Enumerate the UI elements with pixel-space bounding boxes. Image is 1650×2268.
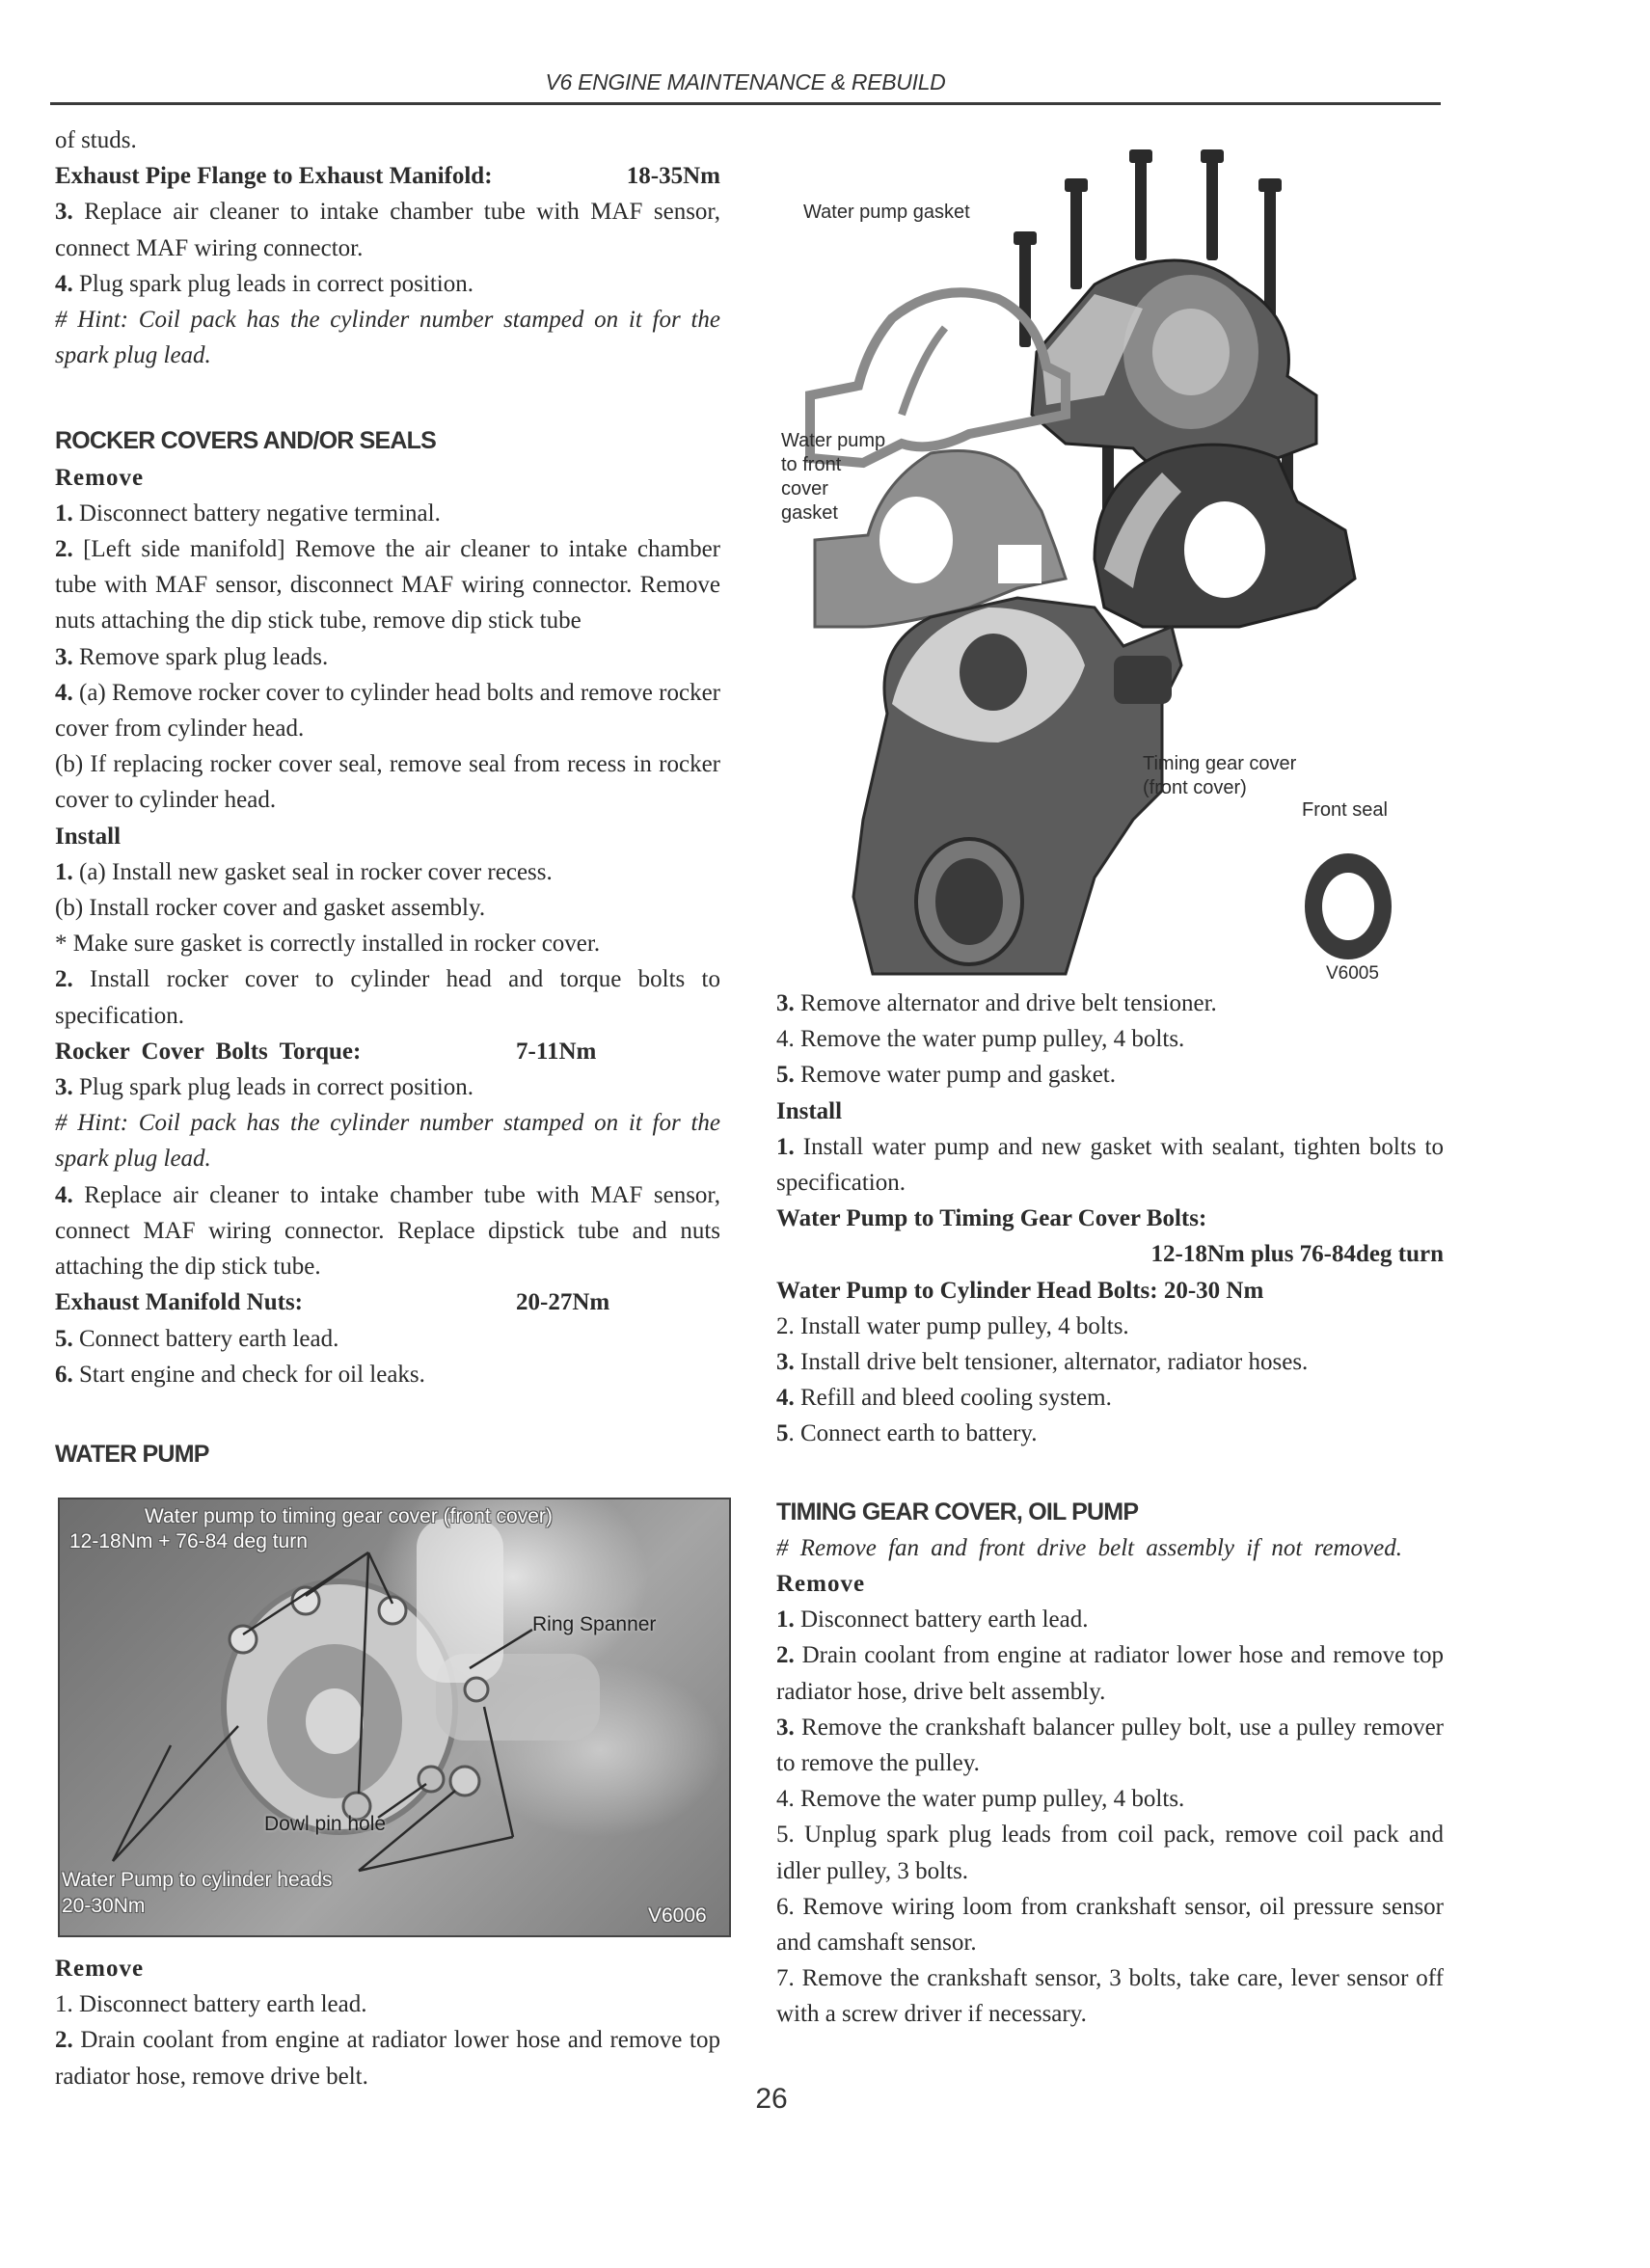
step: 2. [Left side manifold] Remove the air cleaner to intake chamber tube with MAF sensor, disconnect MAF wiring connector. Remove nuts attaching the dip stick tube, remove dip stick tube [55,536,720,634]
spec-timing-cover-value: 12-18Nm plus 76-84deg turn [1150,1241,1444,1268]
subheading-install: Install [776,1097,843,1124]
step: 4. Plug spark plug leads in correct position. [55,270,473,297]
spec-timing-cover-label: Water Pump to Timing Gear Cover Bolts: [776,1205,1207,1232]
step: 4. Remove the water pump pulley, 4 bolts. [776,1786,1185,1813]
step: 7. Remove the crankshaft sensor, 3 bolts, take care, lever sensor off with a screw driver if necessary. [776,1965,1444,2028]
step: 3. Remove the crankshaft balancer pulley bolt, use a pulley remover to remove the pulley. [776,1714,1444,1777]
hint-text: # Hint: Coil pack has the cylinder number stamped on it for the spark plug lead. [55,307,720,369]
running-header: V6 ENGINE MAINTENANCE & REBUILD [545,69,946,94]
step: 1. Disconnect battery earth lead. [55,1991,367,2018]
section-title-rocker: ROCKER COVERS AND/OR SEALS [55,427,436,455]
step: (b) If replacing rocker cover seal, remove seal from recess in rocker cover to cylinder head. [55,751,720,814]
step: 5. Connect earth to battery. [776,1420,1038,1447]
section-title-timing-cover: TIMING GEAR COVER, OIL PUMP [776,1498,1139,1526]
spec-rocker-torque: Rocker Cover Bolts Torque: 7-11Nm [55,1038,597,1065]
subheading-install: Install [55,823,122,850]
subheading-remove: Remove [55,1956,145,1982]
diagram-illustration [776,125,1451,984]
step: 4. Remove the water pump pulley, 4 bolts. [776,1026,1185,1053]
header-rule [50,102,1441,105]
section-title-water-pump: WATER PUMP [55,1440,209,1468]
spec-exhaust-nuts: Exhaust Manifold Nuts: 20-27Nm [55,1289,610,1316]
note: * Make sure gasket is correctly installed in rocker cover. [55,931,601,958]
step: 2. Drain coolant from engine at radiator lower hose and remove top radiator hose, drive belt assembly. [776,1642,1444,1705]
photo-label-heads-torque: 20-30Nm [62,1895,146,1917]
step: 3. Replace air cleaner to intake chamber tube with MAF sensor, connect MAF wiring connector. [55,199,720,261]
step: 1. Install water pump and new gasket with sealant, tighten bolts to specification. [776,1133,1444,1197]
step: 6. Remove wiring loom from crankshaft sensor, oil pressure sensor and camshaft sensor. [776,1893,1444,1957]
water-pump-remove [55,1951,720,2094]
continuation-text: of studs. [55,127,137,153]
step: 4. (a) Remove rocker cover to cylinder head bolts and remove rocker cover from cylinder head. [55,679,720,742]
step: 1. Disconnect battery earth lead. [776,1606,1089,1634]
step: 3. Remove alternator and drive belt tensioner. [776,990,1217,1016]
spacer [55,373,720,423]
photo-label-dowel-pin: Dowl pin hole [264,1813,387,1835]
page-number: 26 [755,2083,788,2115]
label-timing-gear-cover: Timing gear cover (front cover) [1143,753,1297,798]
photo-label-timing-torque: 12-18Nm + 76-84 deg turn [69,1530,308,1552]
hint-text: # Hint: Coil pack has the cylinder number stamped on it for the spark plug lead. [55,1110,720,1173]
step: 2. Drain coolant from engine at radiator lower hose and remove top radiator hose, remove drive belt. [55,2027,720,2090]
figure-id: V6005 [1326,963,1379,984]
step: 1. Disconnect battery negative terminal. [55,500,441,526]
figure-id: V6006 [648,1904,707,1927]
step: 3. Install drive belt tensioner, alternator, radiator hoses. [776,1349,1309,1376]
step: 2. Install water pump pulley, 4 bolts. [776,1312,1129,1339]
right-column [776,986,1444,2033]
label-water-pump-gasket: Water pump gasket [803,202,970,223]
label-front-seal: Front seal [1302,799,1388,821]
spacer [776,1452,1444,1495]
water-pump-photo [58,1498,731,1937]
step: 1. (a) Install new gasket seal in rocker cover recess. [55,858,553,885]
step: 2. Install rocker cover to cylinder head and torque bolts to specification. [55,966,720,1029]
step: 4. Refill and bleed cooling system. [776,1385,1112,1412]
step: 5. Remove water pump and gasket. [776,1062,1116,1089]
spacer [55,1392,720,1437]
label-front-cover-gasket: Water pump to front cover gasket [781,430,886,524]
subheading-remove: Remove [55,464,145,491]
subheading-remove: Remove [776,1571,866,1598]
spec-cylinder-head: Water Pump to Cylinder Head Bolts: 20-30 Nm [776,1277,1264,1304]
step: 4. Replace air cleaner to intake chamber tube with MAF sensor, connect MAF wiring connector. Replace dipstick tube and nuts attaching the dip stick tube. [55,1181,720,1281]
step: 5. Unplug spark plug leads from coil pack, remove coil pack and idler pulley, 3 bolts. [776,1822,1444,1884]
step: 6. Start engine and check for oil leaks. [55,1361,425,1388]
spec-exhaust-flange: Exhaust Pipe Flange to Exhaust Manifold: 18-35Nm [55,163,720,190]
step: (b) Install rocker cover and gasket assembly. [55,895,486,922]
left-column [55,122,720,1472]
photo-label-ring-spanner: Ring Spanner [532,1613,657,1635]
hint-text: # Remove fan and front drive belt assembly if not removed. [776,1534,1402,1561]
photo-label-cylinder-heads: Water Pump to cylinder heads [62,1869,333,1891]
step: 5. Connect battery earth lead. [55,1325,339,1352]
photo-label-timing-cover: Water pump to timing gear cover (front cover) [145,1505,553,1527]
step: 3. Plug spark plug leads in correct position. [55,1074,473,1101]
step: 3. Remove spark plug leads. [55,643,329,670]
exploded-diagram [776,125,1451,984]
